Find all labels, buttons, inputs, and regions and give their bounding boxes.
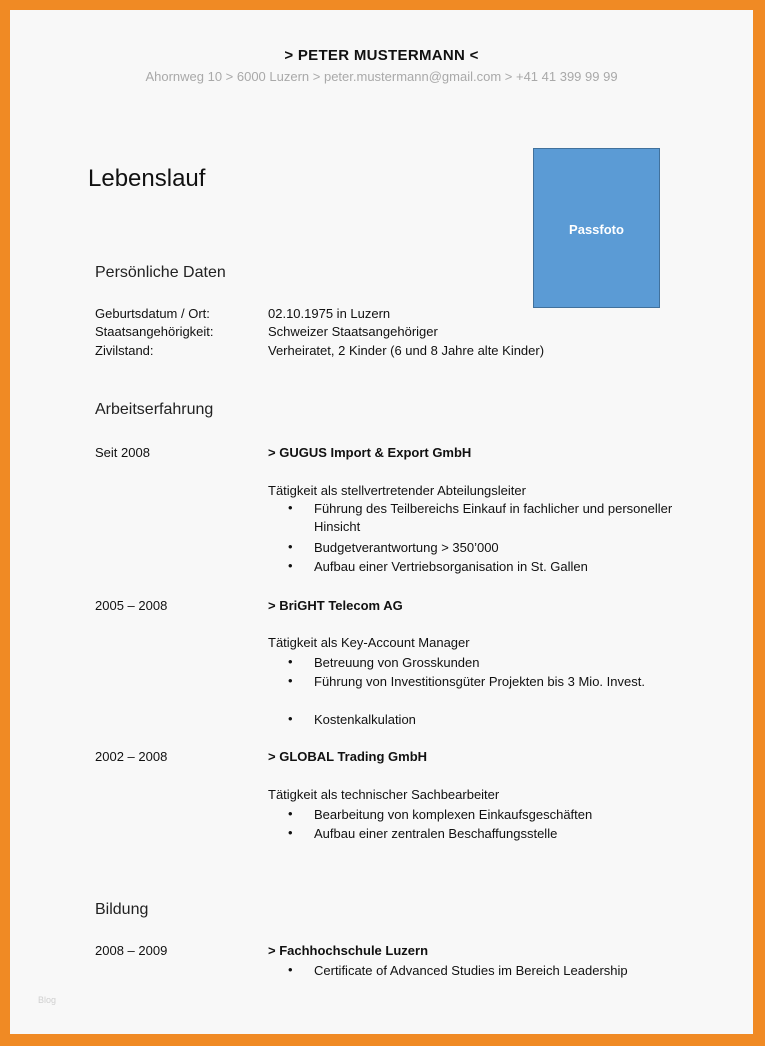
bullet-point: • (288, 539, 293, 554)
personal-label: Zivilstand: (95, 343, 154, 358)
section-heading-personal: Persönliche Daten (95, 264, 226, 281)
bullet-point: • (288, 962, 293, 977)
document-title: Lebenslauf (88, 165, 206, 192)
bullet-point: • (288, 558, 293, 573)
job-company: > BriGHT Telecom AG (268, 598, 403, 613)
personal-label: Staatsangehörigkeit: (95, 324, 214, 339)
contact-line: Ahornweg 10 > 6000 Luzern > peter.mustermann@gmail.com > +41 41 399 99 99 (145, 69, 618, 84)
job-role: Tätigkeit als technischer Sachbearbeiter (268, 787, 500, 802)
job-bullet: Führung von Investitionsgüter Projekten bis 3 Mio. Invest. (314, 674, 645, 689)
job-bullet: Bearbeitung von komplexen Einkaufsgeschäften (314, 807, 593, 822)
applicant-name: > PETER MUSTERMANN < (284, 47, 479, 64)
personal-value: Verheiratet, 2 Kinder (6 und 8 Jahre alte Kinder) (268, 343, 545, 358)
job-bullet: Kostenkalkulation (314, 712, 416, 727)
job-period: 2002 – 2008 (95, 749, 168, 764)
job-bullet: Führung des Teilbereichs Einkauf in fachlicher und personeller Hinsicht (314, 501, 673, 534)
personal-label: Geburtsdatum / Ort: (95, 306, 210, 321)
bullet-point: • (288, 711, 293, 726)
bullet-point: • (288, 673, 293, 688)
job-bullet: Aufbau einer zentralen Beschaffungsstelle (314, 826, 558, 841)
job-role: Tätigkeit als Key-Account Manager (268, 635, 470, 650)
photo-label: Passfoto (569, 222, 624, 237)
personal-value: Schweizer Staatsangehöriger (268, 324, 438, 339)
job-bullet: Budgetverantwortung > 350’000 (314, 540, 499, 555)
job-period: Seit 2008 (95, 445, 150, 460)
job-bullet: Aufbau einer Vertriebsorganisation in St. Gallen (314, 559, 588, 574)
job-company: > GLOBAL Trading GmbH (268, 749, 428, 764)
bullet-point: • (288, 654, 293, 669)
bullet-point: • (288, 806, 293, 821)
job-period: 2005 – 2008 (95, 598, 168, 613)
job-bullet: Betreuung von Grosskunden (314, 655, 480, 670)
personal-value: 02.10.1975 in Luzern (268, 306, 391, 321)
section-heading-education: Bildung (95, 901, 149, 918)
job-company: > GUGUS Import & Export GmbH (268, 445, 472, 460)
education-bullet: Certificate of Advanced Studies im Bereich Leadership (314, 963, 628, 978)
bullet-point: • (288, 825, 293, 840)
section-heading-experience: Arbeitserfahrung (95, 401, 214, 418)
watermark: Blog (38, 995, 57, 1005)
education-school: > Fachhochschule Luzern (268, 943, 429, 958)
cv-page (10, 10, 753, 1034)
passport-photo-placeholder (533, 148, 660, 308)
job-role: Tätigkeit als stellvertretender Abteilungsleiter (268, 483, 526, 498)
bullet-point: • (288, 500, 293, 515)
education-period: 2008 – 2009 (95, 943, 168, 958)
